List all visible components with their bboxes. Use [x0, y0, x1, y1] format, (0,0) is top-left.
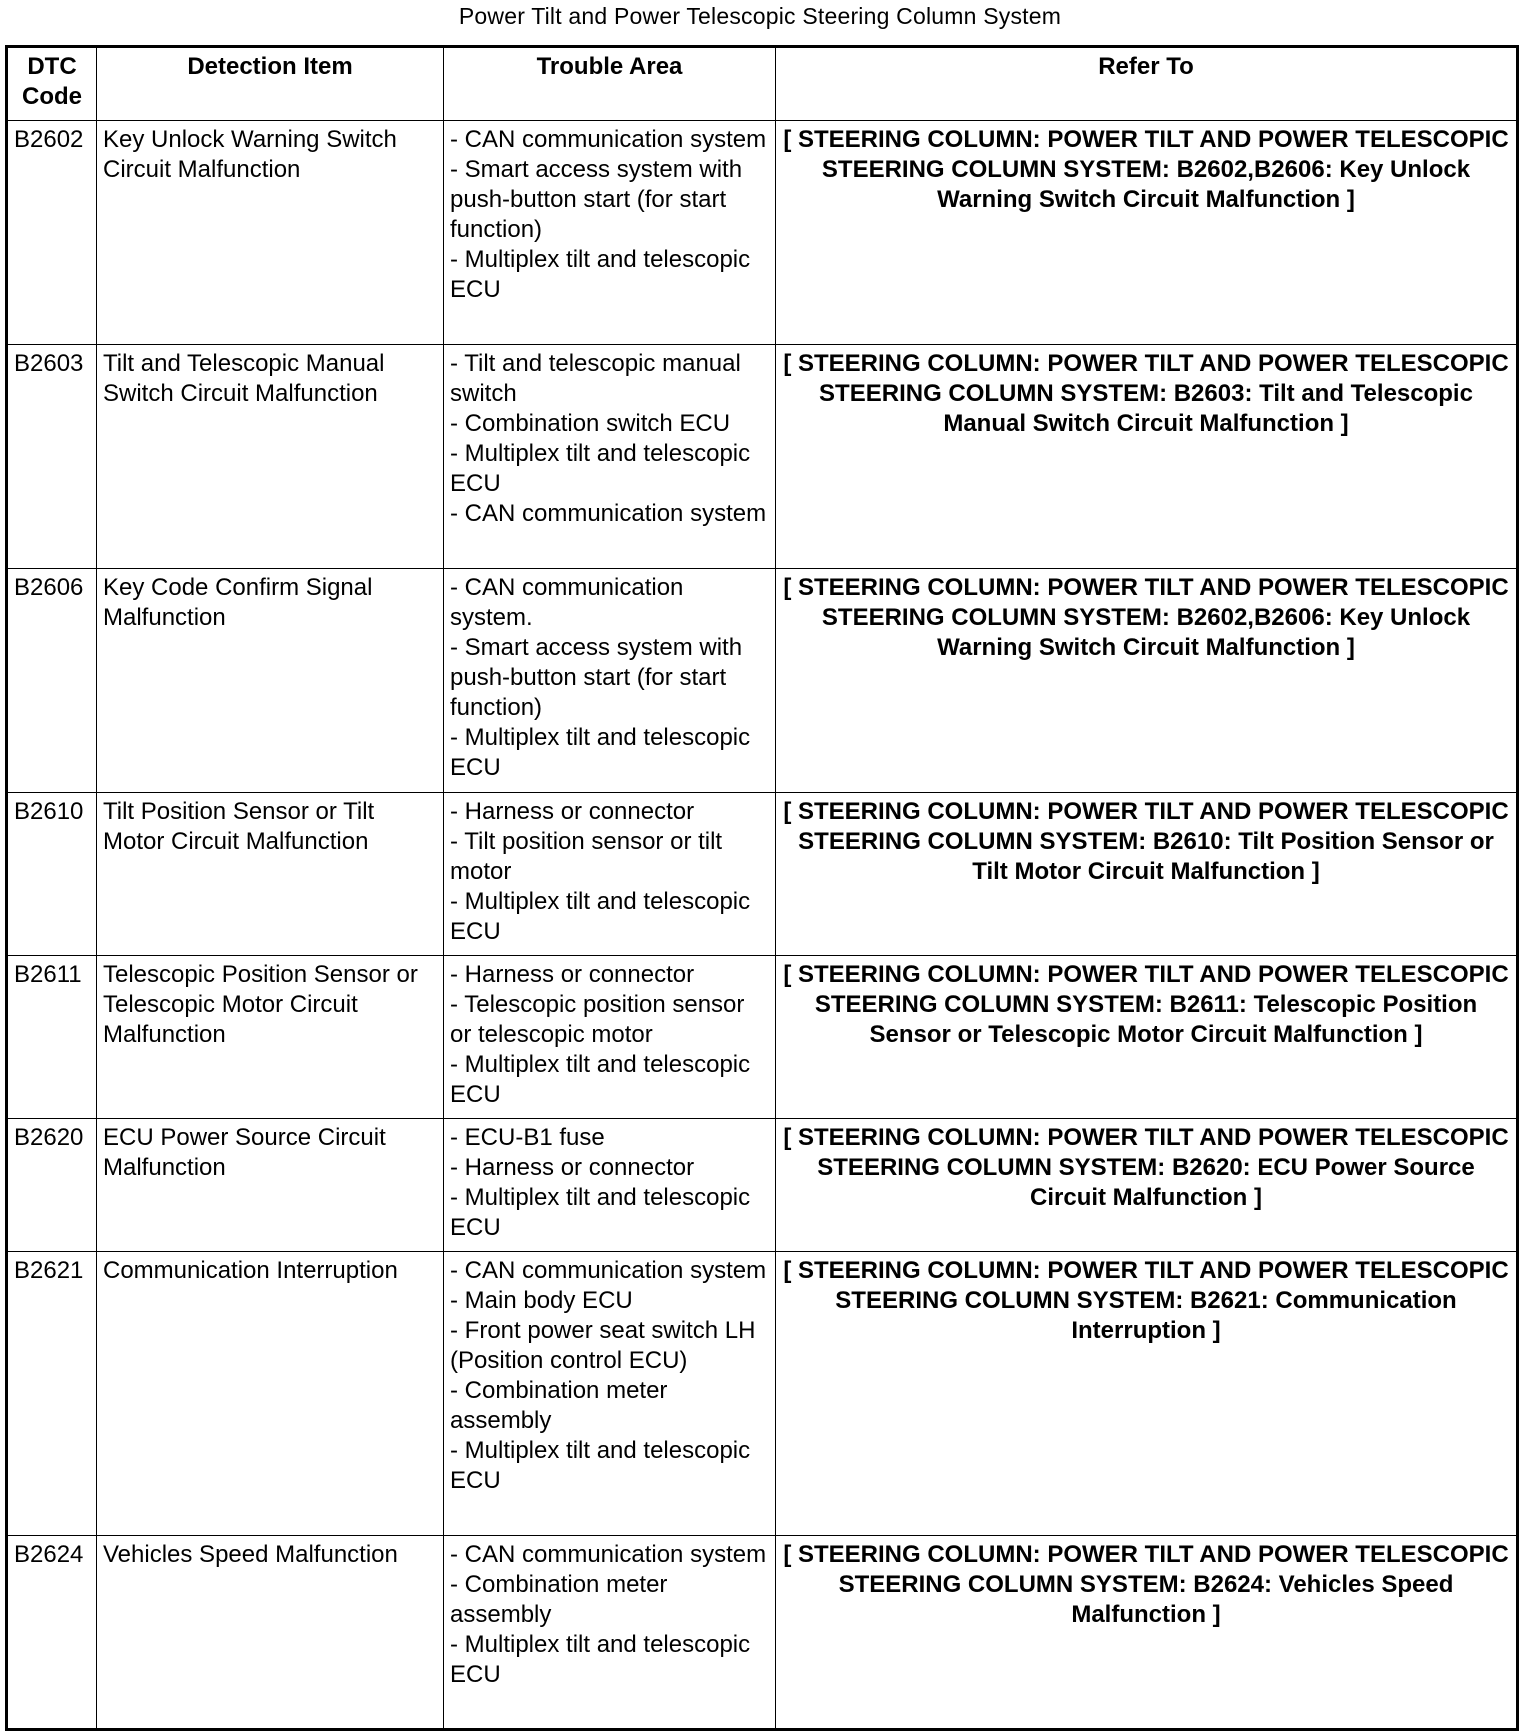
trouble-area-line: - Multiplex tilt and telescopic ECU: [450, 1051, 751, 1108]
detection-item-cell: Key Unlock Warning Switch Circuit Malfunction: [97, 121, 444, 345]
trouble-area-line: - Multiplex tilt and telescopic ECU: [450, 1437, 751, 1494]
table-row: [7, 1252, 1518, 1536]
trouble-area-line: - Combination meter assembly: [450, 1377, 668, 1434]
table-row: [7, 345, 1518, 569]
trouble-area-line: - Tilt position sensor or tilt motor: [450, 828, 723, 885]
trouble-area-cell: [444, 569, 776, 793]
detection-item-cell: Key Code Confirm Signal Malfunction: [97, 569, 444, 793]
trouble-area-line: - Multiplex tilt and telescopic ECU: [450, 888, 751, 945]
header-trouble-area: Trouble Area: [444, 47, 776, 121]
trouble-area-line: - CAN communication system: [450, 1541, 767, 1568]
table-row: [7, 793, 1518, 956]
trouble-area-line: - Harness or connector: [450, 798, 695, 825]
trouble-area-cell: [444, 793, 776, 956]
dtc-table: [5, 45, 1519, 1731]
table-row: [7, 121, 1518, 345]
detection-item-cell: Vehicles Speed Malfunction: [97, 1536, 444, 1730]
refer-to-cell: [ STEERING COLUMN: POWER TILT AND POWER TELESCOPIC STEERING COLUMN SYSTEM: B2610: Tilt Position Sensor or Tilt Motor Circuit Malfunction ]: [776, 793, 1518, 956]
refer-to-cell: [ STEERING COLUMN: POWER TILT AND POWER TELESCOPIC STEERING COLUMN SYSTEM: B2611: Telescopic Position Sensor or Telescopic Motor Circuit Malfunction ]: [776, 956, 1518, 1119]
trouble-area-line: - CAN communication system: [450, 500, 767, 527]
refer-to-cell: [ STEERING COLUMN: POWER TILT AND POWER TELESCOPIC STEERING COLUMN SYSTEM: B2624: Vehicles Speed Malfunction ]: [776, 1536, 1518, 1730]
trouble-area-line: - Telescopic position sensor or telescopic motor: [450, 991, 745, 1048]
trouble-area-cell: [444, 121, 776, 345]
table-header-row: [7, 47, 1518, 121]
table-row: [7, 569, 1518, 793]
trouble-area-line: - Multiplex tilt and telescopic ECU: [450, 1631, 751, 1688]
dtc-code-cell: B2603: [7, 345, 97, 569]
table-body: [7, 121, 1518, 1730]
trouble-area-cell: [444, 1252, 776, 1536]
trouble-area-line: - Multiplex tilt and telescopic ECU: [450, 440, 751, 497]
header-refer-to: Refer To: [776, 47, 1518, 121]
trouble-area-line: - Front power seat switch LH (Position control ECU): [450, 1317, 756, 1374]
trouble-area-cell: [444, 1119, 776, 1252]
trouble-area-cell: [444, 956, 776, 1119]
trouble-area-cell: [444, 1536, 776, 1730]
table-row: [7, 956, 1518, 1119]
trouble-area-line: - Multiplex tilt and telescopic ECU: [450, 724, 751, 781]
trouble-area-line: - Harness or connector: [450, 961, 695, 988]
dtc-code-cell: B2611: [7, 956, 97, 1119]
refer-to-cell: [ STEERING COLUMN: POWER TILT AND POWER TELESCOPIC STEERING COLUMN SYSTEM: B2602,B2606: Key Unlock Warning Switch Circuit Malfunction ]: [776, 121, 1518, 345]
trouble-area-line: - Multiplex tilt and telescopic ECU: [450, 1184, 751, 1241]
trouble-area-line: - Multiplex tilt and telescopic ECU: [450, 246, 751, 303]
detection-item-cell: Tilt and Telescopic Manual Switch Circuit Malfunction: [97, 345, 444, 569]
trouble-area-line: - Combination meter assembly: [450, 1571, 668, 1628]
trouble-area-line: - Combination switch ECU: [450, 410, 731, 437]
table-row: [7, 1119, 1518, 1252]
refer-to-cell: [ STEERING COLUMN: POWER TILT AND POWER TELESCOPIC STEERING COLUMN SYSTEM: B2602,B2606: Key Unlock Warning Switch Circuit Malfunction ]: [776, 569, 1518, 793]
refer-to-cell: [ STEERING COLUMN: POWER TILT AND POWER TELESCOPIC STEERING COLUMN SYSTEM: B2620: ECU Power Source Circuit Malfunction ]: [776, 1119, 1518, 1252]
dtc-code-cell: B2610: [7, 793, 97, 956]
dtc-code-cell: B2620: [7, 1119, 97, 1252]
header-detection-item: Detection Item: [97, 47, 444, 121]
trouble-area-cell: [444, 345, 776, 569]
trouble-area-line: - Main body ECU: [450, 1287, 633, 1314]
trouble-area-line: - Tilt and telescopic manual switch: [450, 350, 741, 407]
header-dtc-code: DTC Code: [7, 47, 97, 121]
table-row: [7, 1536, 1518, 1730]
detection-item-cell: ECU Power Source Circuit Malfunction: [97, 1119, 444, 1252]
refer-to-cell: [ STEERING COLUMN: POWER TILT AND POWER TELESCOPIC STEERING COLUMN SYSTEM: B2621: Communication Interruption ]: [776, 1252, 1518, 1536]
detection-item-cell: Tilt Position Sensor or Tilt Motor Circuit Malfunction: [97, 793, 444, 956]
dtc-code-cell: B2621: [7, 1252, 97, 1536]
trouble-area-line: - Smart access system with push-button start (for start function): [450, 156, 743, 243]
trouble-area-line: - ECU-B1 fuse: [450, 1124, 605, 1151]
detection-item-cell: Communication Interruption: [97, 1252, 444, 1536]
dtc-code-cell: B2624: [7, 1536, 97, 1730]
trouble-area-line: - Smart access system with push-button start (for start function): [450, 634, 743, 721]
trouble-area-line: - Harness or connector: [450, 1154, 695, 1181]
trouble-area-line: - CAN communication system: [450, 1257, 767, 1284]
dtc-code-cell: B2602: [7, 121, 97, 345]
trouble-area-line: - CAN communication system: [450, 126, 767, 153]
page-title: Power Tilt and Power Telescopic Steering Column System: [458, 3, 1062, 29]
trouble-area-line: - CAN communication system.: [450, 574, 684, 631]
detection-item-cell: Telescopic Position Sensor or Telescopic Motor Circuit Malfunction: [97, 956, 444, 1119]
refer-to-cell: [ STEERING COLUMN: POWER TILT AND POWER TELESCOPIC STEERING COLUMN SYSTEM: B2603: Tilt and Telescopic Manual Switch Circuit Malfunction ]: [776, 345, 1518, 569]
dtc-code-cell: B2606: [7, 569, 97, 793]
